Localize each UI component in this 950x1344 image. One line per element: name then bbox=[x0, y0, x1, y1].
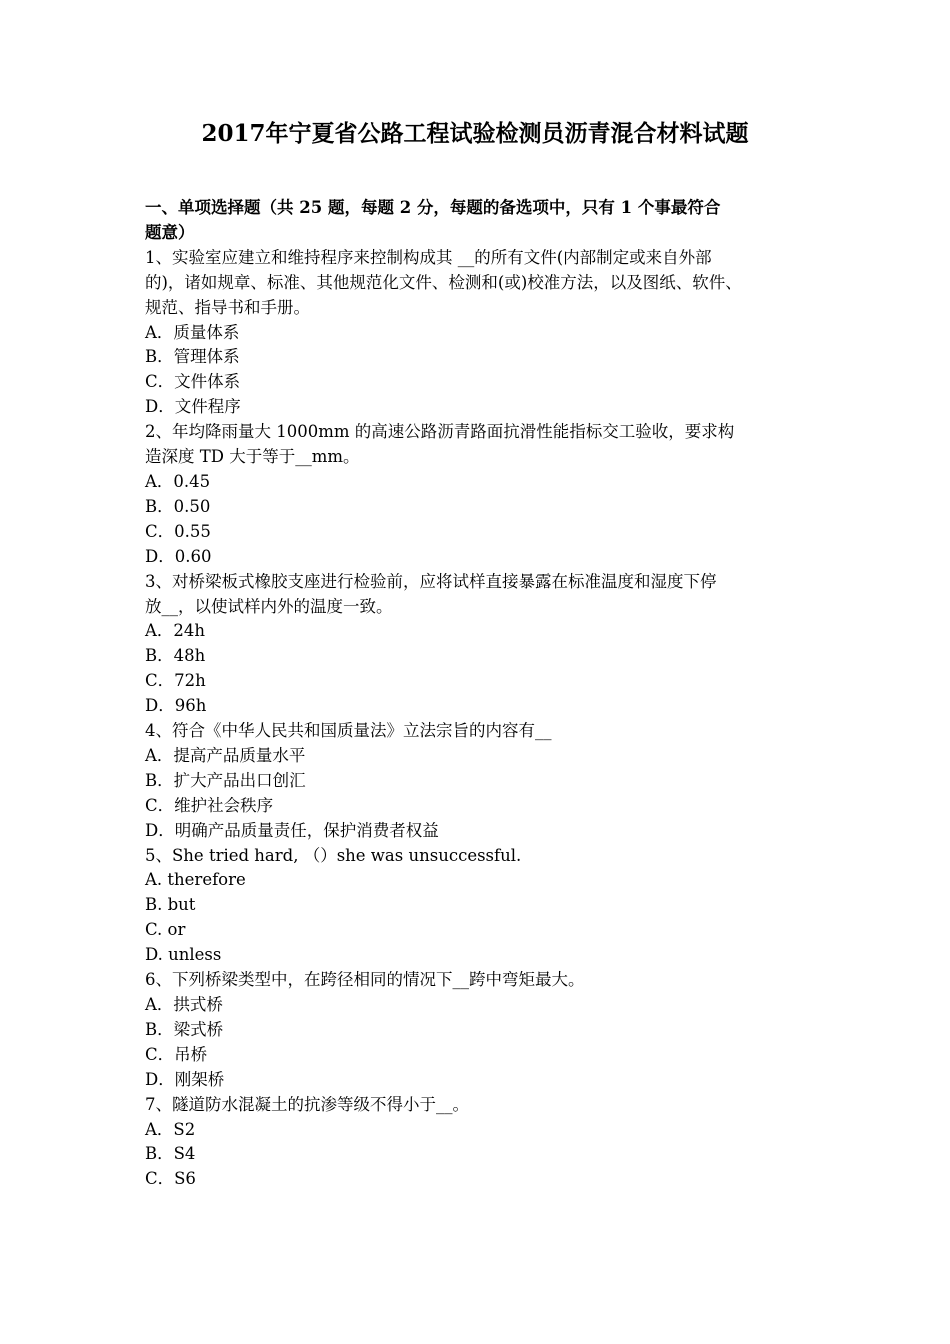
answer-option: D．明确产品质量责任，保护消费者权益 bbox=[145, 820, 439, 840]
answer-option: C．S6 bbox=[145, 1169, 196, 1189]
answer-option: A. therefore bbox=[145, 870, 246, 890]
document-body bbox=[145, 196, 810, 1192]
answer-option: A．0.45 bbox=[145, 471, 211, 491]
answer-option: B．扩大产品出口创汇 bbox=[145, 770, 306, 790]
document-title: 2017年宁夏省公路工程试验检测员沥青混合材料试题 bbox=[201, 120, 749, 147]
answer-option: B．梁式桥 bbox=[145, 1019, 224, 1039]
question-4 bbox=[145, 719, 810, 844]
answer-option: A．提高产品质量水平 bbox=[145, 745, 306, 765]
question-5 bbox=[145, 844, 810, 969]
answer-option: B. but bbox=[145, 895, 196, 915]
section-heading bbox=[145, 196, 810, 246]
answer-option: B．S4 bbox=[145, 1144, 196, 1164]
answer-option: D. unless bbox=[145, 945, 222, 965]
answer-option: B．0.50 bbox=[145, 496, 211, 516]
question-stem-line: 2、年均降雨量大 1000mm 的高速公路沥青路面抗滑性能指标交工验收，要求构 bbox=[145, 422, 735, 442]
answer-option: C．文件体系 bbox=[145, 372, 241, 392]
question-stem-line: 6、下列桥梁类型中，在跨径相同的情况下__跨中弯矩最大。 bbox=[145, 970, 585, 990]
question-stem-line: 7、隧道防水混凝土的抗渗等级不得小于__。 bbox=[145, 1094, 469, 1114]
answer-option: A．S2 bbox=[145, 1119, 196, 1139]
question-stem-line: 3、对桥梁板式橡胶支座进行检验前，应将试样直接暴露在标准温度和湿度下停 bbox=[145, 571, 717, 591]
section-heading-line: 一、单项选择题（共 25 题，每题 2 分，每题的备选项中，只有 1 个事最符合 bbox=[145, 198, 721, 217]
question-2 bbox=[145, 420, 810, 569]
answer-option: C．72h bbox=[145, 671, 206, 691]
question-1 bbox=[145, 246, 810, 420]
answer-option: C．吊桥 bbox=[145, 1044, 208, 1064]
question-stem-line: 5、She tried hard, （）she was unsuccessful. bbox=[145, 845, 522, 865]
answer-option: A．24h bbox=[145, 621, 206, 641]
question-6 bbox=[145, 968, 810, 1093]
answer-option: C．维护社会秩序 bbox=[145, 795, 274, 815]
answer-option: D．文件程序 bbox=[145, 397, 241, 417]
answer-option: B．48h bbox=[145, 646, 206, 666]
answer-option: C．0.55 bbox=[145, 521, 211, 541]
answer-option: A．拱式桥 bbox=[145, 995, 223, 1014]
question-3 bbox=[145, 570, 810, 719]
answer-option: D．96h bbox=[145, 696, 207, 716]
question-stem-line: 4、符合《中华人民共和国质量法》立法宗旨的内容有__ bbox=[145, 721, 552, 741]
question-stem-line: 1、实验室应建立和维持程序来控制构成其 __的所有文件(内部制定或来自外部 bbox=[145, 247, 712, 267]
question-stem-line: 规范、指导书和手册。 bbox=[145, 297, 310, 317]
question-stem-line: 放__，以使试样内外的温度一致。 bbox=[145, 596, 393, 616]
answer-option: B．管理体系 bbox=[145, 347, 240, 367]
section-heading-line: 题意） bbox=[145, 222, 195, 242]
question-stem-line: 造深度 TD 大于等于__mm。 bbox=[145, 447, 360, 467]
question-stem-line: 的)，诸如规章、标准、其他规范化文件、检测和(或)校准方法，以及图纸、软件、 bbox=[145, 272, 742, 292]
answer-option: D．0.60 bbox=[145, 546, 212, 566]
answer-option: A．质量体系 bbox=[145, 322, 240, 342]
answer-option: C. or bbox=[145, 920, 186, 940]
question-7 bbox=[145, 1093, 810, 1193]
answer-option: D．刚架桥 bbox=[145, 1069, 225, 1089]
